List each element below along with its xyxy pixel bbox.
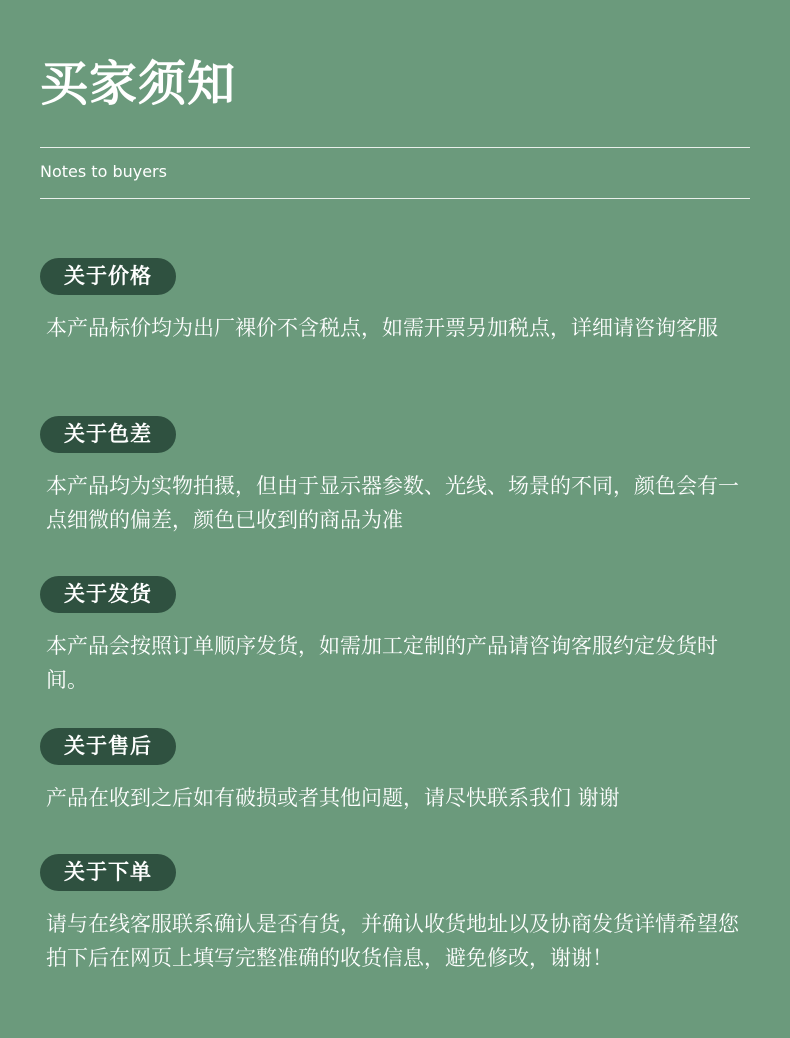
- section-heading-color-difference: 关于色差: [40, 416, 176, 453]
- section-ordering: [40, 854, 760, 975]
- top-divider: [40, 147, 750, 148]
- section-heading-price: 关于价格: [40, 258, 176, 295]
- section-text-price: 本产品标价均为出厂裸价不含税点，如需开票另加税点，详细请咨询客服: [46, 316, 718, 340]
- page-subtitle: Notes to buyers: [40, 162, 167, 181]
- section-text-color-difference: 本产品均为实物拍摄，但由于显示器参数、光线、场景的不同，颜色会有一点细微的偏差，颜色已收到的商品为准: [46, 474, 739, 532]
- section-color-difference: [40, 416, 760, 537]
- page-title: 买家须知: [40, 56, 237, 112]
- section-after-sales: [40, 728, 760, 815]
- section-shipping: [40, 576, 760, 697]
- section-text-ordering: 请与在线客服联系确认是否有货，并确认收货地址以及协商发货详情希望您拍下后在网页上填写完整准确的收货信息，避免修改，谢谢！: [46, 912, 739, 970]
- bottom-divider: [40, 198, 750, 199]
- section-heading-after-sales: 关于售后: [40, 728, 176, 765]
- section-heading-ordering: 关于下单: [40, 854, 176, 891]
- section-heading-shipping: 关于发货: [40, 576, 176, 613]
- section-text-shipping: 本产品会按照订单顺序发货，如需加工定制的产品请咨询客服约定发货时间。: [46, 634, 718, 692]
- section-text-after-sales: 产品在收到之后如有破损或者其他问题，请尽快联系我们 谢谢: [46, 786, 620, 810]
- section-price: [40, 258, 760, 345]
